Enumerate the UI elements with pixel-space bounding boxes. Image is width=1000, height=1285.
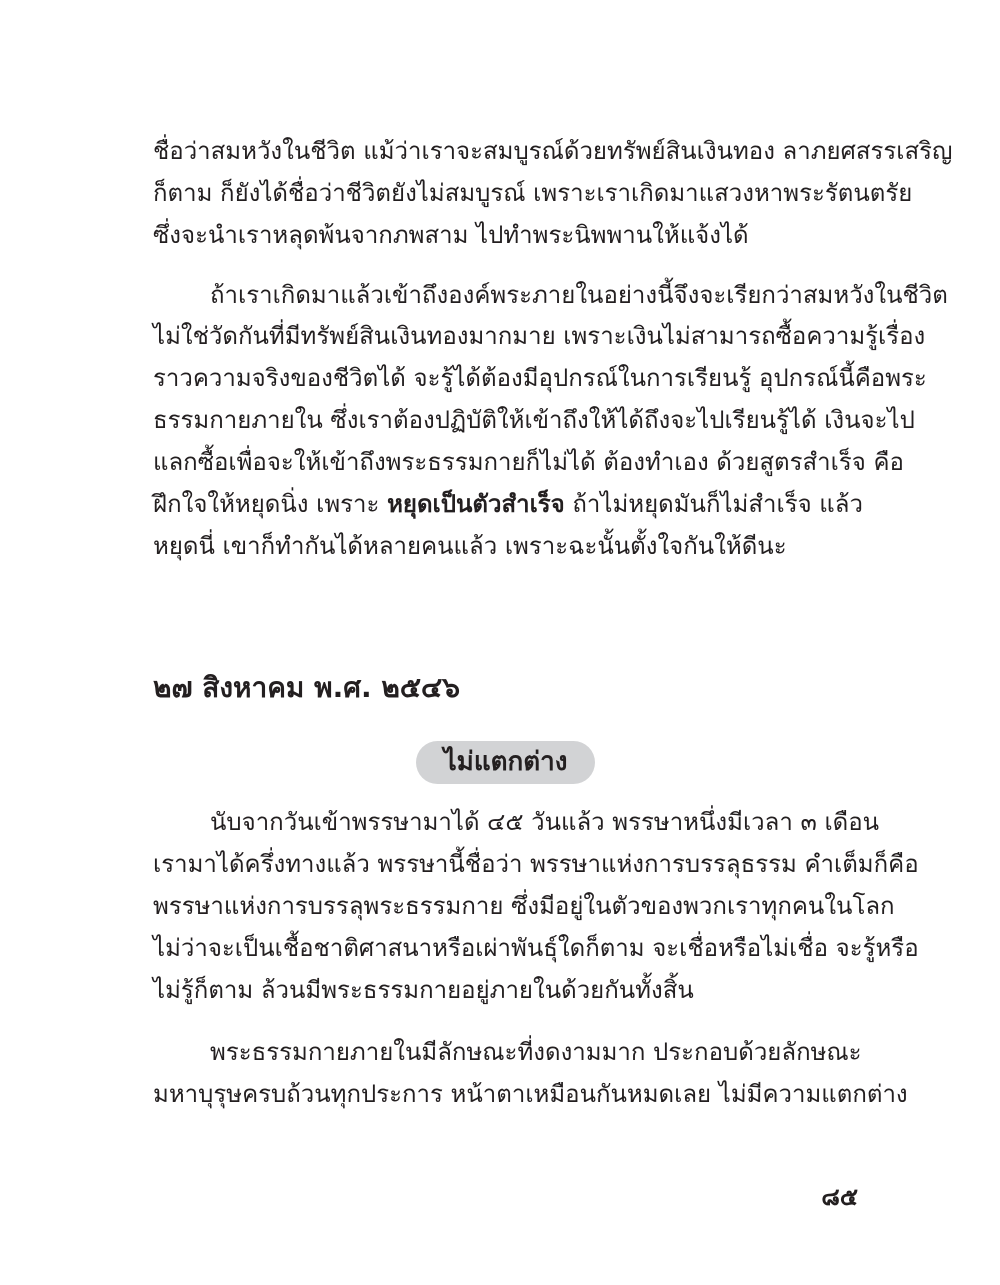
text-line: นับจากวันเข้าพรรษามาได้ ๔๕ วันแล้ว พรรษาหนึ่งมีเวลา ๓ เดือน xyxy=(210,808,880,836)
text-line: เรามาได้ครึ่งทางแล้ว พรรษานี้ชื่อว่า พรรษาแห่งการบรรลุธรรม คำเต็มก็คือ xyxy=(153,850,919,878)
text-line xyxy=(153,484,863,524)
text-line: มหาบุรุษครบถ้วนทุกประการ หน้าตาเหมือนกันหมดเลย ไม่มีความแตกต่าง xyxy=(153,1080,908,1108)
text-line: หยุดนี่ เขาก็ทำกันได้หลายคนแล้ว เพราะฉะนั้นตั้งใจกันให้ดีนะ xyxy=(153,532,787,560)
page-number: ๘๕ xyxy=(821,1183,858,1211)
text-line: ไม่รู้ก็ตาม ล้วนมีพระธรรมกายอยู่ภายในด้วยกันทั้งสิ้น xyxy=(153,976,694,1004)
text-segment: ถ้าไม่หยุดมันก็ไม่สำเร็จ แล้ว xyxy=(572,490,863,518)
text-line: ราวความจริงของชีวิตได้ จะรู้ได้ต้องมีอุปกรณ์ในการเรียนรู้ อุปกรณ์นี้คือพระ xyxy=(153,364,927,392)
text-line: ซึ่งจะนำเราหลุดพ้นจากภพสาม ไปทำพระนิพพานให้แจ้งได้ xyxy=(153,221,749,249)
text-line: ธรรมกายภายใน ซึ่งเราต้องปฏิบัติให้เข้าถึงให้ได้ถึงจะไปเรียนรู้ได้ เงินจะไป xyxy=(153,406,915,434)
text-line: ถ้าเราเกิดมาแล้วเข้าถึงองค์พระภายในอย่างนี้จึงจะเรียกว่าสมหวังในชีวิต xyxy=(210,281,948,309)
section-title: ไม่แตกต่าง xyxy=(416,741,595,784)
text-line: พรรษาแห่งการบรรลุพระธรรมกาย ซึ่งมีอยู่ในตัวของพวกเราทุกคนในโลก xyxy=(153,892,895,920)
text-line: ไม่ว่าจะเป็นเชื้อชาติศาสนาหรือเผ่าพันธุ์ใดก็ตาม จะเชื่อหรือไม่เชื่อ จะรู้หรือ xyxy=(153,934,919,962)
text-line: แลกซื้อเพื่อจะให้เข้าถึงพระธรรมกายก็ไม่ได้ ต้องทำเอง ด้วยสูตรสำเร็จ คือ xyxy=(153,448,904,476)
text-line: ไม่ใช่วัดกันที่มีทรัพย์สินเงินทองมากมาย เพราะเงินไม่สามารถซื้อความรู้เรื่อง xyxy=(153,322,926,350)
text-line: พระธรรมกายภายในมีลักษณะที่งดงามมาก ประกอบด้วยลักษณะ xyxy=(210,1038,862,1066)
date-heading: ๒๗ สิงหาคม พ.ศ. ๒๕๔๖ xyxy=(153,671,461,704)
text-segment: ฝึกใจให้หยุดนิ่ง เพราะ xyxy=(153,490,380,518)
text-line: ก็ตาม ก็ยังได้ชื่อว่าชีวิตยังไม่สมบูรณ์ เพราะเราเกิดมาแสวงหาพระรัตนตรัย xyxy=(153,179,913,207)
emphasis-text: หยุดเป็นตัวสำเร็จ xyxy=(387,490,565,518)
text-line: ชื่อว่าสมหวังในชีวิต แม้ว่าเราจะสมบูรณ์ด้วยทรัพย์สินเงินทอง ลาภยศสรรเสริญ xyxy=(153,137,953,165)
